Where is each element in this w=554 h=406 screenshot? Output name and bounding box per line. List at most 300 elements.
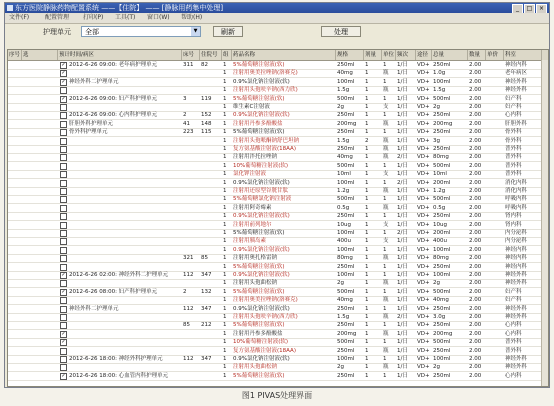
cell-dept: 普外科	[505, 154, 522, 161]
cell-route: VD+	[417, 230, 430, 236]
cell-total: 2g	[433, 104, 440, 110]
col-header-unit[interactable]: 单位	[383, 52, 395, 58]
cell-route: VD+	[417, 280, 430, 287]
row-checkbox[interactable]	[60, 112, 67, 119]
row-checkbox[interactable]	[60, 364, 67, 371]
row-checkbox[interactable]: ✓	[61, 95, 66, 102]
cell-frequency: 1/日	[397, 129, 408, 136]
cell-index	[8, 288, 22, 296]
cell-drug: 注射用胰岛素	[233, 238, 267, 245]
cell-unit: 1	[383, 246, 387, 253]
row-checkbox[interactable]	[60, 348, 67, 355]
cell-group: 1	[223, 347, 227, 354]
cell-bed	[182, 229, 200, 237]
row-checkbox[interactable]: ✓	[61, 339, 66, 346]
cell-unit: 瓶	[383, 120, 389, 127]
cell-total: 10ug	[433, 221, 447, 228]
menu-window[interactable]: 窗口(W)	[147, 14, 170, 21]
main-window	[4, 2, 550, 388]
cell-bed: 112	[183, 272, 194, 278]
cell-time-ward: 2012-6-26 09:00: 老年病护理单元	[69, 62, 158, 68]
cell-spec: 2g	[337, 104, 344, 110]
cell-unit: 1	[383, 95, 387, 102]
row-checkbox[interactable]	[60, 222, 67, 229]
cell-spec: 10ml	[337, 171, 351, 178]
cell-route: VD+	[417, 272, 430, 278]
row-checkbox[interactable]	[60, 230, 67, 237]
cell-bed: 223	[183, 129, 194, 136]
cell-frequency: 1/日	[397, 347, 408, 354]
cell-spec: 500ml	[337, 288, 355, 295]
cell-frequency: 1/日	[397, 87, 408, 94]
cell-time-ward	[68, 330, 182, 338]
cell-dept: 普外科	[505, 347, 522, 354]
row-checkbox[interactable]	[60, 146, 67, 153]
cell-frequency: 1/日	[397, 280, 408, 287]
cell-drug: 注射用还原型谷胱甘肽	[233, 188, 289, 194]
cell-frequency: 1/日	[397, 146, 408, 152]
cell-index	[8, 162, 22, 170]
cell-time-ward	[68, 263, 182, 271]
cell-index	[8, 237, 22, 245]
cell-group: 1	[223, 179, 227, 186]
col-header-select[interactable]: 选	[22, 50, 58, 60]
cell-unit: 1	[383, 230, 387, 236]
cell-count: 2.00	[469, 213, 482, 220]
cell-drug: 5%葡萄糖注射液(软)	[233, 263, 285, 270]
row-checkbox[interactable]	[60, 104, 67, 111]
cell-count: 2.00	[469, 339, 482, 346]
ward-filter-label: 护理单元	[43, 28, 71, 36]
row-checkbox[interactable]	[60, 297, 67, 304]
row-checkbox[interactable]	[60, 138, 67, 145]
cell-time-ward: 2012-6-26 18:00: 心血管内科护理单元	[69, 372, 169, 379]
cell-spec: 0.5g	[337, 204, 350, 211]
cell-inpatient: 148	[201, 120, 212, 127]
cell-spec: 40mg	[337, 297, 353, 304]
cell-unit: 瓶	[383, 137, 389, 144]
cell-total: 2g	[433, 364, 440, 371]
cell-bed	[182, 153, 200, 161]
menu-tools[interactable]: 工具(T)	[115, 14, 136, 21]
cell-count: 2.00	[469, 263, 482, 270]
col-header-drug[interactable]: 药品名称	[232, 50, 336, 60]
cell-inpatient	[200, 69, 222, 77]
cell-inpatient	[200, 162, 222, 170]
cell-dose: 1	[365, 314, 369, 320]
ward-select-value: 全部	[85, 28, 99, 36]
chevron-down-icon[interactable]: ▼	[191, 27, 200, 36]
cell-bed	[182, 86, 200, 94]
cell-time-ward	[68, 313, 182, 321]
cell-index	[8, 229, 22, 237]
cell-total: 200mg	[433, 330, 453, 337]
row-checkbox[interactable]	[60, 314, 67, 321]
cell-drug: 5%葡萄糖注射液(软)	[233, 62, 285, 68]
cell-frequency: 1/日	[397, 162, 408, 169]
cell-total: 2g	[433, 280, 440, 287]
row-checkbox[interactable]	[60, 171, 67, 178]
cell-dose: 1	[365, 213, 369, 220]
cell-time-ward	[68, 221, 182, 229]
cell-frequency: 2/日	[397, 179, 408, 186]
cell-total: 80mg	[433, 154, 449, 161]
cell-drug: 注射用奥扎格雷钠	[233, 255, 278, 262]
cell-drug: 0.9%氯化钠注射液(软)	[233, 78, 290, 85]
row-checkbox[interactable]	[60, 238, 67, 245]
cell-total: 250ml	[433, 305, 451, 312]
cell-group: 1	[223, 255, 227, 262]
cell-time-ward	[68, 103, 182, 111]
col-header-dept[interactable]: 科室	[504, 50, 542, 60]
cell-count: 2.00	[469, 330, 482, 337]
cell-dose: 1	[365, 339, 369, 346]
cell-total: 250ml	[433, 146, 451, 152]
title-bar	[5, 3, 549, 13]
cell-group: 1	[223, 356, 227, 362]
cell-index	[8, 372, 22, 380]
cell-route: VD+	[417, 221, 430, 228]
row-checkbox[interactable]: ✓	[61, 62, 66, 68]
col-header-index[interactable]: 序号	[9, 52, 21, 58]
cell-total: 250ml	[433, 347, 451, 354]
cell-dept: 神经外科	[505, 305, 528, 312]
cell-time-ward: 2012-6-26 09:00: 妇产科护理单元	[69, 95, 158, 102]
cell-inpatient: 82	[201, 62, 208, 68]
cell-frequency: 1/日	[397, 221, 408, 228]
cell-time-ward	[68, 229, 182, 237]
cell-unit: 瓶	[383, 188, 389, 194]
cell-index	[8, 263, 22, 271]
col-header-inpatient[interactable]: 住院号	[200, 50, 222, 60]
cell-frequency: 1/日	[397, 246, 408, 253]
cell-unit: 瓶	[383, 154, 389, 161]
cell-dose: 1	[365, 112, 369, 119]
cell-inpatient	[200, 347, 222, 355]
col-header-route[interactable]: 途径	[416, 50, 432, 60]
row-checkbox[interactable]	[60, 205, 67, 212]
cell-bed	[182, 195, 200, 203]
cell-inpatient	[200, 263, 222, 271]
cell-time-ward	[68, 170, 182, 178]
cell-time-ward	[68, 254, 182, 262]
cell-drug: 0.9%氯化钠注射液(软)	[233, 213, 290, 220]
row-checkbox[interactable]	[60, 255, 67, 262]
row-checkbox[interactable]: ✓	[61, 288, 66, 295]
menu-config[interactable]: 配置管理	[45, 14, 70, 21]
cell-frequency: 1/日	[397, 322, 408, 329]
cell-dept: 消化内科	[505, 179, 528, 186]
cell-count: 2.00	[469, 372, 482, 379]
cell-frequency: 1/日	[397, 372, 408, 379]
cell-group: 1	[223, 221, 227, 228]
cell-frequency: 1/日	[397, 137, 408, 144]
cell-dose: 1	[365, 238, 369, 245]
cell-dept: 骨外科	[505, 129, 522, 136]
cell-dose: 1	[365, 297, 369, 304]
cell-unit: 1	[383, 372, 387, 379]
process-button[interactable]: 处理	[321, 26, 361, 37]
cell-dose: 1	[365, 272, 369, 278]
row-checkbox[interactable]: ✓	[61, 78, 66, 85]
cell-route: VD+	[417, 238, 430, 245]
cell-count: 2.00	[469, 87, 482, 94]
cell-route: VD+	[417, 372, 430, 379]
cell-route: VD+	[417, 305, 430, 312]
cell-bed	[182, 187, 200, 195]
cell-drug: 注射用前列地尔	[233, 221, 272, 228]
cell-index	[8, 271, 22, 279]
cell-count: 2.00	[469, 221, 482, 228]
cell-frequency: 1/日	[397, 120, 408, 127]
row-checkbox[interactable]	[60, 163, 67, 170]
table-row[interactable]	[8, 372, 548, 381]
cell-index	[8, 279, 22, 287]
row-checkbox[interactable]	[60, 154, 67, 161]
vertical-scrollbar[interactable]	[541, 60, 548, 386]
cell-dose: 1	[365, 221, 369, 228]
cell-spec: 40mg	[337, 154, 353, 161]
cell-index	[8, 153, 22, 161]
maximize-button[interactable]: □	[524, 4, 535, 14]
cell-unit: 1	[383, 305, 387, 312]
cell-count: 2.00	[469, 162, 482, 169]
cell-index	[8, 145, 22, 153]
col-header-dose[interactable]: 剂量	[364, 50, 382, 60]
cell-frequency: 1/日	[397, 305, 408, 312]
cell-dose: 1	[365, 95, 369, 102]
cell-inpatient: 212	[201, 322, 212, 329]
cell-total: 250ml	[433, 62, 451, 68]
cell-count: 2.00	[469, 154, 482, 161]
cell-group: 1	[223, 322, 227, 329]
cell-dept: 神经外科	[505, 78, 528, 85]
col-header-bed[interactable]: 床号	[182, 50, 200, 60]
menu-bar	[5, 13, 549, 24]
cell-dept: 心内科	[505, 322, 522, 329]
cell-unit: 瓶	[383, 314, 389, 320]
minimize-button[interactable]: _	[512, 4, 523, 14]
cell-index	[8, 86, 22, 94]
cell-unit: 1	[383, 263, 387, 270]
cell-total: 250ml	[433, 213, 451, 220]
cell-index	[8, 111, 22, 119]
cell-count: 2.00	[469, 137, 482, 144]
cell-dose: 1	[365, 62, 369, 68]
row-checkbox[interactable]	[60, 280, 67, 287]
col-header-spec[interactable]: 规格	[336, 50, 364, 60]
row-checkbox[interactable]: ✓	[61, 70, 66, 77]
cell-unit: 1	[383, 62, 387, 68]
cell-bed	[182, 69, 200, 77]
cell-inpatient	[200, 246, 222, 254]
cell-group: 1	[223, 62, 227, 68]
cell-group: 1	[223, 87, 227, 94]
cell-dept: 妇产科	[505, 95, 522, 102]
cell-spec: 250ml	[337, 305, 355, 312]
row-checkbox[interactable]	[60, 180, 67, 187]
col-header-frequency[interactable]: 频次	[396, 50, 416, 60]
cell-unit: 瓶	[383, 255, 389, 262]
cell-drug: 5%葡萄糖注射液(软)	[233, 230, 285, 236]
cell-spec: 40mg	[337, 70, 353, 77]
row-checkbox[interactable]	[60, 87, 67, 94]
row-checkbox[interactable]	[60, 188, 67, 195]
cell-spec: 250ml	[337, 112, 355, 119]
cell-total: 1.0g	[433, 70, 446, 77]
cell-frequency: 1/日	[397, 263, 408, 270]
cell-unit: 1	[383, 162, 387, 169]
col-header-group[interactable]: 组	[222, 50, 232, 60]
cell-index	[8, 313, 22, 321]
menu-help[interactable]: 帮助(H)	[181, 14, 203, 21]
prescription-grid[interactable]	[7, 49, 549, 387]
cell-dept: 老年病区	[505, 70, 528, 77]
row-checkbox[interactable]	[60, 264, 67, 271]
cell-route: VD+	[417, 255, 430, 262]
cell-spec: 250ml	[337, 372, 355, 379]
cell-dose: 1	[365, 204, 369, 211]
row-checkbox[interactable]	[60, 356, 67, 363]
cell-index	[8, 321, 22, 329]
cell-index	[8, 69, 22, 77]
row-checkbox[interactable]	[60, 247, 67, 254]
cell-bed	[182, 237, 200, 245]
cell-index	[8, 330, 22, 338]
row-checkbox[interactable]: ✓	[61, 372, 66, 379]
cell-group: 1	[223, 154, 227, 161]
cell-frequency: 2/日	[397, 154, 408, 161]
cell-spec: 100ml	[337, 230, 355, 236]
cell-route: VD+	[417, 339, 430, 346]
row-checkbox[interactable]	[60, 322, 67, 329]
cell-count: 2.00	[469, 288, 482, 295]
cell-inpatient	[200, 330, 222, 338]
cell-route: VD+	[417, 297, 430, 304]
cell-inpatient	[200, 338, 222, 346]
row-checkbox[interactable]	[60, 196, 67, 203]
cell-count: 2.00	[469, 112, 482, 119]
cell-unit: 支	[383, 238, 389, 245]
cell-time-ward	[68, 69, 182, 77]
cell-index	[8, 204, 22, 212]
cell-spec: 500ml	[337, 95, 355, 102]
cell-dept: 神经内科	[505, 62, 528, 68]
cell-total: 3.0g	[433, 314, 446, 320]
cell-unit: 瓶	[383, 297, 389, 304]
cell-drug: 注射用头孢呋辛钠(西力欣)	[233, 314, 298, 320]
row-checkbox[interactable]	[60, 213, 67, 220]
refresh-button[interactable]: 刷新	[213, 26, 243, 37]
cell-total: 100ml	[433, 246, 451, 253]
cell-count: 2.00	[469, 280, 482, 287]
cell-drug: 注射用头孢曲松钠	[233, 364, 278, 371]
cell-index	[8, 363, 22, 371]
col-header-price[interactable]: 单价	[486, 50, 504, 60]
cell-count: 2.00	[469, 120, 482, 127]
col-header-total[interactable]: 总量	[432, 50, 468, 60]
cell-frequency: 1/日	[397, 238, 408, 245]
cell-route: VD+	[417, 104, 430, 110]
cell-unit: 1	[383, 213, 387, 220]
cell-inpatient	[200, 170, 222, 178]
cell-spec: 1.2g	[337, 188, 350, 194]
cell-time-ward: 骨外科护理单元	[69, 129, 108, 136]
cell-drug: 5%葡萄糖注射液(软)	[233, 129, 285, 136]
cell-route: VD+	[417, 112, 430, 119]
row-checkbox[interactable]: ✓	[61, 272, 66, 278]
row-checkbox[interactable]	[60, 129, 67, 136]
cell-group: 1	[223, 196, 227, 203]
cell-count: 2.00	[469, 238, 482, 245]
cell-inpatient	[200, 195, 222, 203]
cell-count: 2.00	[469, 364, 482, 371]
cell-unit: 1	[383, 288, 387, 295]
cell-frequency: 2/日	[397, 314, 408, 320]
cell-drug: 5%葡萄糖注射液(软)	[233, 372, 285, 379]
cell-count: 2.00	[469, 255, 482, 262]
cell-count: 2.00	[469, 246, 482, 253]
cell-unit: 1	[383, 339, 387, 346]
cell-total: 400u	[433, 238, 447, 245]
cell-dose: 2	[365, 137, 369, 144]
cell-index	[8, 195, 22, 203]
cell-inpatient	[200, 237, 222, 245]
cell-route: VD+	[417, 246, 430, 253]
cell-dept: 神经外科	[505, 87, 528, 94]
cell-drug: 0.9%氯化钠注射液(软)	[233, 356, 290, 362]
cell-dose: 1	[365, 162, 369, 169]
cell-inpatient	[200, 145, 222, 153]
cell-total: 200mg	[433, 120, 453, 127]
cell-group: 1	[223, 280, 227, 287]
cell-time-ward	[68, 195, 182, 203]
cell-index	[8, 61, 22, 69]
col-header-count[interactable]: 数量	[468, 50, 486, 60]
cell-bed	[182, 170, 200, 178]
cell-group: 1	[223, 263, 227, 270]
cell-index	[8, 103, 22, 111]
cell-bed	[182, 279, 200, 287]
cell-spec: 250ml	[337, 347, 355, 354]
cell-route: VD+	[417, 179, 430, 186]
cell-inpatient	[200, 296, 222, 304]
cell-dept: 心内科	[505, 330, 522, 337]
cell-total: 1.2g	[433, 188, 446, 194]
ward-select[interactable]	[81, 26, 201, 37]
cell-dose: 1	[365, 305, 369, 312]
cell-group: 1	[223, 129, 227, 136]
row-checkbox[interactable]	[60, 306, 67, 313]
cell-spec: 250ml	[337, 322, 355, 329]
row-checkbox[interactable]: ✓	[61, 330, 66, 337]
menu-file[interactable]: 文件(F)	[9, 14, 30, 21]
cell-spec: 100ml	[337, 246, 355, 253]
menu-print[interactable]: 打印(P)	[83, 14, 104, 21]
cell-index	[8, 120, 22, 128]
cell-group: 1	[223, 112, 227, 119]
cell-drug: 注射用头孢哌酮钠舒巴坦钠	[233, 137, 300, 144]
cell-time-ward	[68, 179, 182, 187]
close-button[interactable]: ×	[536, 4, 547, 14]
cell-time-ward	[68, 338, 182, 346]
row-checkbox[interactable]	[60, 121, 67, 128]
cell-frequency: 1/日	[397, 272, 408, 278]
cell-group: 1	[223, 146, 227, 152]
col-header-time-ward[interactable]: 预计时间/病区	[58, 50, 182, 60]
cell-drug: 5%葡萄糖氯化钠注射液	[233, 196, 292, 203]
cell-dept: 妇产科	[505, 297, 522, 304]
